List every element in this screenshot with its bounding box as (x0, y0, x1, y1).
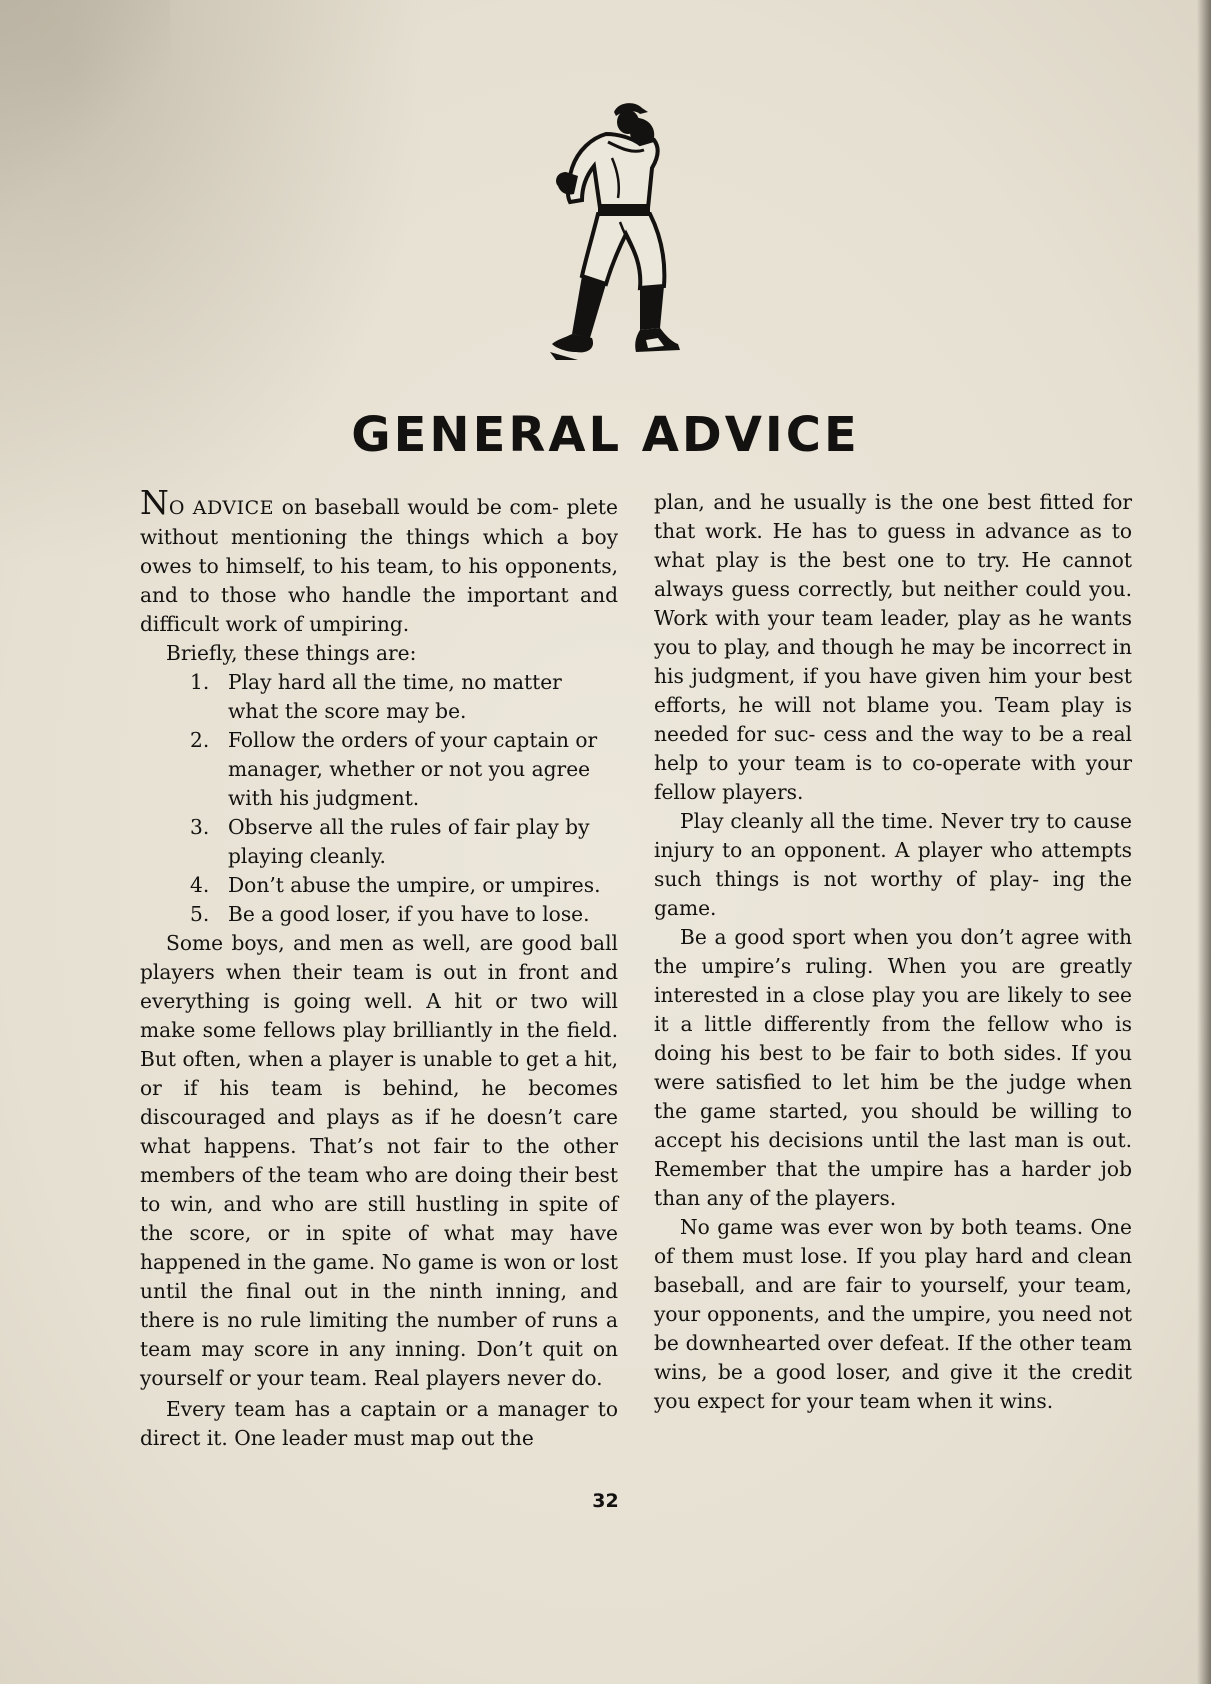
drop-cap: N (140, 483, 169, 522)
page-title: GENERAL ADVICE (351, 407, 860, 463)
rule-text: Observe all the rules of fair play by playing cleanly. (228, 815, 590, 868)
rule-number: 4. (190, 873, 210, 897)
rule-number: 3. (190, 815, 210, 839)
opening-paragraph (140, 483, 618, 639)
list-item (140, 871, 618, 900)
rule-text: Be a good loser, if you have to lose. (228, 902, 590, 926)
rules-list (140, 668, 618, 929)
page-edge-shadow (1197, 0, 1211, 1684)
list-item (140, 726, 618, 813)
small-caps-lead: O ADVICE (168, 497, 275, 519)
rule-number: 1. (190, 670, 210, 694)
page-number: 32 (592, 1490, 619, 1512)
body-paragraph: Be a good sport when you don’t agree with the umpire’s ruling. When you are greatly interested in a close play you are likely to see it a little differently from the fellow who is doing his best to be fair to both sides. If you were satisfied to let him be the judge when the game started, you should be willing to accept his decisions until the last man is out. Remember that the umpire has a harder job than any of the players. (654, 925, 1132, 1210)
body-paragraph: Some boys, and men as well, are good ball players when their team is out in front and everything is going well. A hit or two will make some fellows play brilliantly in the field. But often, when a player is unable to get a hit, or if his team is behind, he becomes discouraged and plays as if he doesn’t care what happens. That’s not fair to the other members of the team who are doing their best to win, and who are still hustling in spite of the score, or in spite of what may have happened in the game. No game is won or lost until the final out in the ninth inning, and there is no rule limiting the number of runs a team may score in any inning. Don’t quit on yourself or your team. Real players never do. (140, 931, 618, 1390)
body-paragraph: No game was ever won by both teams. One of them must lose. If you play hard and clean baseball, and are fair to yourself, your team, your opponents, and the umpire, you need not be downhearted over defeat. If the other team wins, be a good loser, and give it the credit you expect for your team when it wins. (654, 1215, 1132, 1413)
paper-crease (0, 0, 170, 230)
baseball-pitcher-illustration-icon (548, 98, 718, 383)
rule-text: Don’t abuse the umpire, or umpires. (228, 873, 601, 897)
list-item (140, 668, 618, 726)
right-column (654, 488, 1132, 1416)
rule-text: Play hard all the time, no matter what the score may be. (228, 670, 562, 723)
rule-number: 5. (190, 902, 210, 926)
list-item (140, 813, 618, 871)
rule-text: Follow the orders of your captain or manager, whether or not you agree with his judgment. (228, 728, 598, 810)
list-intro: Briefly, these things are: (166, 641, 417, 665)
left-column (140, 483, 618, 1453)
list-item (140, 900, 618, 929)
rule-number: 2. (190, 728, 210, 752)
body-paragraph: plan, and he usually is the one best fitted for that work. He has to guess in advance as to what play is the best one to try. He cannot always guess correctly, but neither could you. Work with your team leader, play as he wants you to play, and though he may be incorrect in his judgment, if you have given him your best efforts, he will not blame you. Team play is needed for suc- cess and the way to be a real help to your team is to co-operate with your fellow players. (654, 490, 1132, 804)
body-paragraph: Play cleanly all the time. Never try to cause injury to an opponent. A player who attempts such things is not worthy of play- ing the game. (654, 809, 1132, 920)
body-paragraph: Every team has a captain or a manager to direct it. One leader must map out the (140, 1397, 618, 1450)
opening-text: on baseball would be com- plete without mentioning the things which a boy owes to himself, to his team, to his opponents, and to those who handle the important and difficult work of umpiring. (140, 495, 618, 636)
